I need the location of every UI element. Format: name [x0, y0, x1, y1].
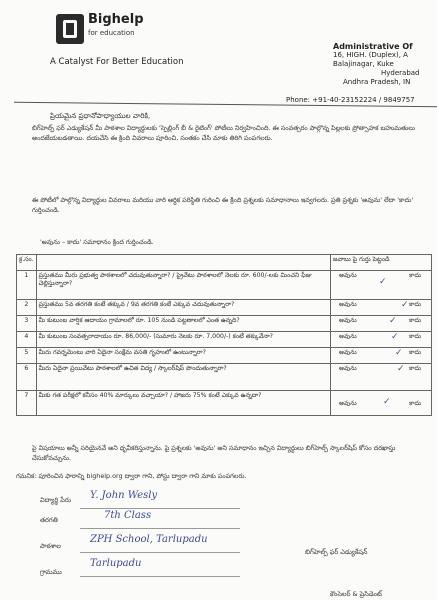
questions-table: [16, 254, 432, 416]
answer-cell: [331, 316, 432, 332]
yes-option[interactable]: అవును: [339, 301, 357, 308]
signatory-org: బిగ్‌హెల్ప్ ఫర్ ఎడ్యుకేషన్: [305, 548, 368, 556]
question-number: 7: [17, 391, 37, 416]
answer-cell: [331, 348, 432, 364]
letter-body-1: బిగ్‌హెల్ప్ ఫర్ ఎడ్యుకేషన్ మీ పాఠశాల విద్యార్థులకు 'స్పెల్లింగ్ బీ & రైటింగ్' పోటీలు నిర్వహించింది. ఈ సంవత్సరం పాల్గొన్న పిల్లలకు ప్రోత్సాహక బహుమతులు అందజేయబడతాయి. దయచేసి ఈ క్రింది వివరాలు పూరించి, సంతకం చేసి మాకు తిరిగి పంపగలరు.: [32, 124, 415, 142]
class-value: 7th Class: [104, 510, 152, 521]
no-option[interactable]: కాదు: [409, 400, 421, 407]
table-row: [17, 271, 432, 300]
village-label: గ్రామము: [40, 568, 62, 576]
address-line: Hyderabad: [381, 69, 420, 77]
question-number: 6: [17, 364, 37, 391]
answer-cell: [331, 391, 432, 416]
col-answer-header: జవాబు పై గుర్తు పెట్టండి: [331, 255, 432, 271]
answer-cell: [331, 332, 432, 348]
bighelp-logo-icon: [56, 14, 84, 44]
yes-option[interactable]: అవును: [339, 400, 357, 407]
no-option[interactable]: కాదు: [409, 272, 421, 279]
closing-note: పై విషయాలు అన్నీ సరియైనవే అని ధృవీకరిస్తున్నాను. పై ప్రశ్నలకు 'అవును' అని సమాధానం ఇచ్చిన విద్యార్థులు బిగ్‌హెల్ప్ స్కాలర్‌షిప్ కోసం దరఖాస్తు చేసుకోవచ్చును.: [32, 444, 396, 462]
table-row: [17, 391, 432, 416]
question-number: 3: [17, 316, 37, 332]
class-label: తరగతి: [40, 516, 58, 524]
village-line: [80, 576, 240, 577]
address-line: Balajinagar, Kuke: [333, 60, 394, 68]
salutation: ప్రియమైన ప్రధానోపాధ్యాయుల వారికి,: [50, 112, 151, 120]
office-address: [333, 42, 437, 87]
question-text: మీ కుటుంబ సంవత్సరాదాయం రూ. 86,000/- (సుమారు నెలకు రూ. 7,000/-) కంటే తక్కువేనా?: [36, 332, 330, 348]
question-number: 1: [17, 271, 37, 300]
table-row: [17, 300, 432, 316]
tick-mark-icon: ✓: [391, 332, 399, 342]
yes-option[interactable]: అవును: [339, 317, 357, 324]
question-text: ప్రస్తుతము 5వ తరగతి కంటే తక్కువ / 9వ తరగతి కంటే ఎక్కువ చదువుతున్నారా?: [36, 300, 330, 316]
no-option[interactable]: కాదు: [409, 365, 421, 372]
table-header-row: [17, 255, 432, 271]
tick-mark-icon: ✓: [401, 300, 409, 310]
yes-option[interactable]: అవును: [339, 272, 357, 279]
table-row: [17, 364, 432, 391]
tagline: A Catalyst For Better Education: [50, 57, 184, 67]
question-text: మీరు గవర్నమెంటు వారి ఏదైనా సంక్షేమ వసతి గృహంలో ఉంటున్నారా?: [36, 348, 330, 364]
no-option[interactable]: కాదు: [409, 301, 421, 308]
table-row: [17, 316, 432, 332]
signatory-title: కౌంసెలర్ & ప్రెసిడెంట్: [330, 590, 382, 598]
tick-mark-icon: ✓: [379, 277, 387, 287]
letter-body-2: ఈ పోటీలో పాల్గొన్న విద్యార్థుల వివరాలు మరియు వారి ఆర్థిక పరిస్థితి గురించి ఈ క్రింది ప్రశ్నలకు సమాధానాలు ఇవ్వగలరు. ప్రతి ప్రశ్నకు 'అవును' లేదా 'కాదు' గుర్తించండి.: [32, 196, 414, 214]
yes-option[interactable]: అవును: [339, 349, 357, 356]
school-line: [80, 552, 240, 553]
col-question-header: [36, 255, 330, 271]
phone-number: Phone: +91-40-23152224 / 9849757: [286, 96, 415, 104]
class-line: [80, 528, 240, 529]
name-label: విద్యార్థి పేరు: [40, 496, 72, 504]
address-line: Andhra Pradesh, IN: [343, 78, 411, 86]
tick-mark-icon: ✓: [395, 348, 403, 358]
answer-cell: [331, 300, 432, 316]
brand-name: Bighelp: [88, 12, 144, 27]
closing-remark: గమనిక: పూరించిన ఫారాన్ని bighelp.org ద్వారా గాని, పోస్టు ద్వారా గాని మాకు పంపగలరు.: [16, 472, 247, 480]
instruction-text: 'అవును – కాదు' సమాధానం క్రింద గుర్తించండి.: [40, 238, 154, 246]
question-text: మీ కుటుంబ వార్షిక ఆదాయం గ్రామాలలో రూ. 105 నుండి పట్టణాలలో ఎంత ఉన్నది?: [36, 316, 330, 332]
no-option[interactable]: కాదు: [409, 317, 421, 324]
question-text: ప్రస్తుతము మీరు ప్రభుత్వ పాఠశాలలో చదువుతున్నారా? / ప్రైవేటు పాఠశాలలో నెలకు రూ. 600/-లకు మించని ఫీజు చెల్లిస్తున్నారా?: [36, 271, 330, 300]
question-number: 5: [17, 348, 37, 364]
tick-mark-icon: ✓: [383, 397, 391, 407]
table-row: [17, 348, 432, 364]
name-value: Y. John Wesly: [90, 490, 158, 501]
answer-cell: [331, 271, 432, 300]
tick-mark-icon: ✓: [389, 316, 397, 326]
no-option[interactable]: కాదు: [409, 333, 421, 340]
yes-option[interactable]: అవును: [339, 333, 357, 340]
tick-mark-icon: ✓: [397, 364, 405, 374]
question-number: 2: [17, 300, 37, 316]
village-value: Tarlupadu: [90, 558, 142, 569]
no-option[interactable]: కాదు: [409, 349, 421, 356]
question-number: 4: [17, 332, 37, 348]
question-text: మీరు ఏదైనా ప్రయివేటు పాఠశాలలో ఉచిత విద్య / స్కాలర్‌షిప్ పొందుతున్నారా?: [36, 364, 330, 391]
brand-subtitle: for education: [88, 29, 135, 37]
col-no-header: క్ర.సం.: [17, 255, 37, 271]
office-title: Administrative Of: [333, 42, 413, 51]
address-line: 16, HIGH. (Duplex), A: [333, 51, 408, 59]
answer-cell: [331, 364, 432, 391]
name-line: [80, 508, 240, 509]
table-row: [17, 332, 432, 348]
question-text: మీకు గత పరీక్షలో కనీసం 40% మార్కులు వచ్చాయా? / హాజరు 75% కంటే ఎక్కువ ఉన్నదా?: [36, 391, 330, 416]
yes-option[interactable]: అవును: [339, 365, 357, 372]
school-value: ZPH School, Tarlupadu: [90, 534, 208, 545]
school-label: పాఠశాల: [40, 542, 61, 550]
